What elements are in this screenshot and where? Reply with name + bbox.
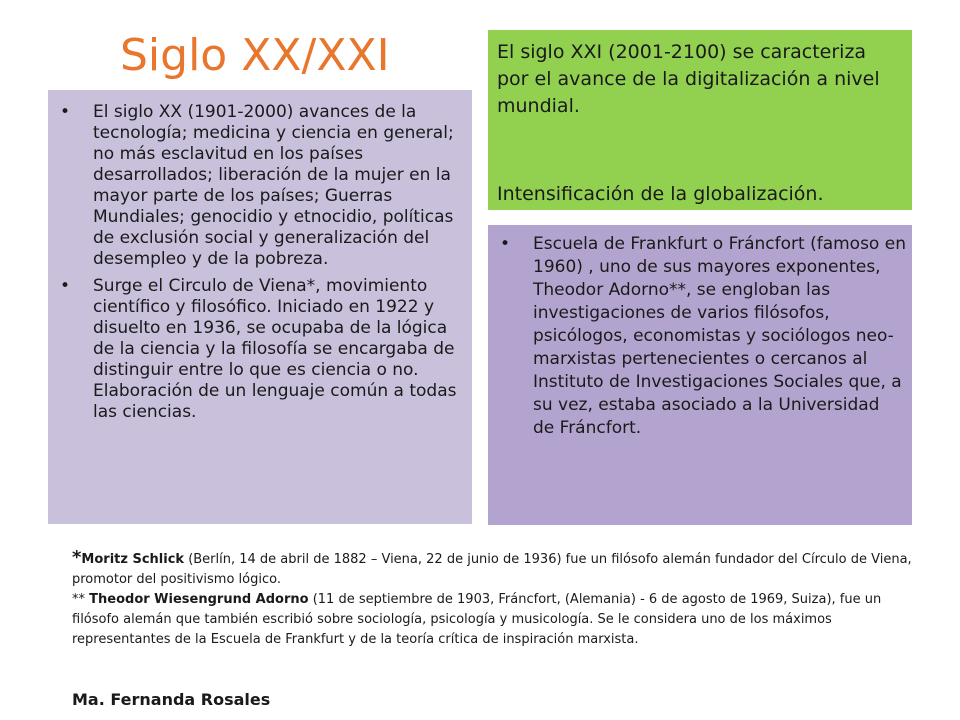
bullet-icon: • xyxy=(60,276,71,296)
footnote-marker: * xyxy=(72,547,82,568)
bullet-text: El siglo XX (1901-2000) avances de la tecnología; medicina y ciencia en general; no más esclavitud en los países desarrollados; liberación de la mujer en la mayor parte de los países; Guerras Mundiales; genocidio y etnocidio, políticas de exclusión social y generalización del desempleo y de la pobreza. xyxy=(93,102,454,269)
left-content-box xyxy=(48,90,472,524)
list-item xyxy=(48,102,463,270)
footnote-2 xyxy=(72,590,914,650)
green-summary-box xyxy=(488,30,912,210)
list-item xyxy=(488,233,906,440)
footnote-name: Theodor Wiesengrund Adorno xyxy=(89,592,309,607)
footnote-marker: ** xyxy=(72,592,90,607)
footnote-1 xyxy=(72,548,914,590)
left-bullet-list xyxy=(48,102,463,423)
footnote-text: (11 de septiembre de 1903, Fráncfort, (Alemania) - 6 de agosto de 1969, Suiza), fue un filósofo alemán que también escribió sobre sociología, psicología y musicología. Se le considera uno de los máximos representantes de la Escuela de Frankfurt y de la teoría crítica de inspiración marxista. xyxy=(72,592,882,647)
bullet-text: Escuela de Frankfurt o Fráncfort (famoso en 1960) , uno de sus mayores exponentes, Theodor Adorno**, se engloban las investigaciones de varios filósofos, psicólogos, economistas y sociólogos neo-marxistas pertenecientes o cercanos al Instituto de Investigaciones Sociales que, a su vez, estaba asociado a la Universidad de Fráncfort. xyxy=(533,234,906,438)
bullet-icon: • xyxy=(60,102,71,122)
footnote-text: (Berlín, 14 de abril de 1882 – Viena, 22 de junio de 1936) fue un filósofo alemán fundador del Círculo de Viena, promotor del positivismo lógico. xyxy=(72,552,912,587)
author-name: Ma. Fernanda Rosales xyxy=(72,690,271,709)
bullet-text: Surge el Circulo de Viena*, movimiento científico y filosófico. Iniciado en 1922 y disuelto en 1936, se ocupaba de la lógica de la ciencia y la filosofía se encargaba de distinguir entre lo que es ciencia o no. Elaboración de un lenguaje común a todas las ciencias. xyxy=(93,276,457,422)
right-bullet-list xyxy=(488,233,906,440)
summary-paragraph: Intensificación de la globalización. xyxy=(497,183,824,205)
list-item xyxy=(48,276,463,423)
slide-title: Siglo XX/XXI xyxy=(120,30,390,81)
bullet-icon: • xyxy=(500,234,511,254)
footnote-name: Moritz Schlick xyxy=(81,552,185,567)
footnotes xyxy=(72,548,914,650)
right-content-box xyxy=(488,225,912,525)
summary-paragraph: El siglo XXI (2001-2100) se caracteriza por el avance de la digitalización a nivel mundial. xyxy=(497,41,880,117)
